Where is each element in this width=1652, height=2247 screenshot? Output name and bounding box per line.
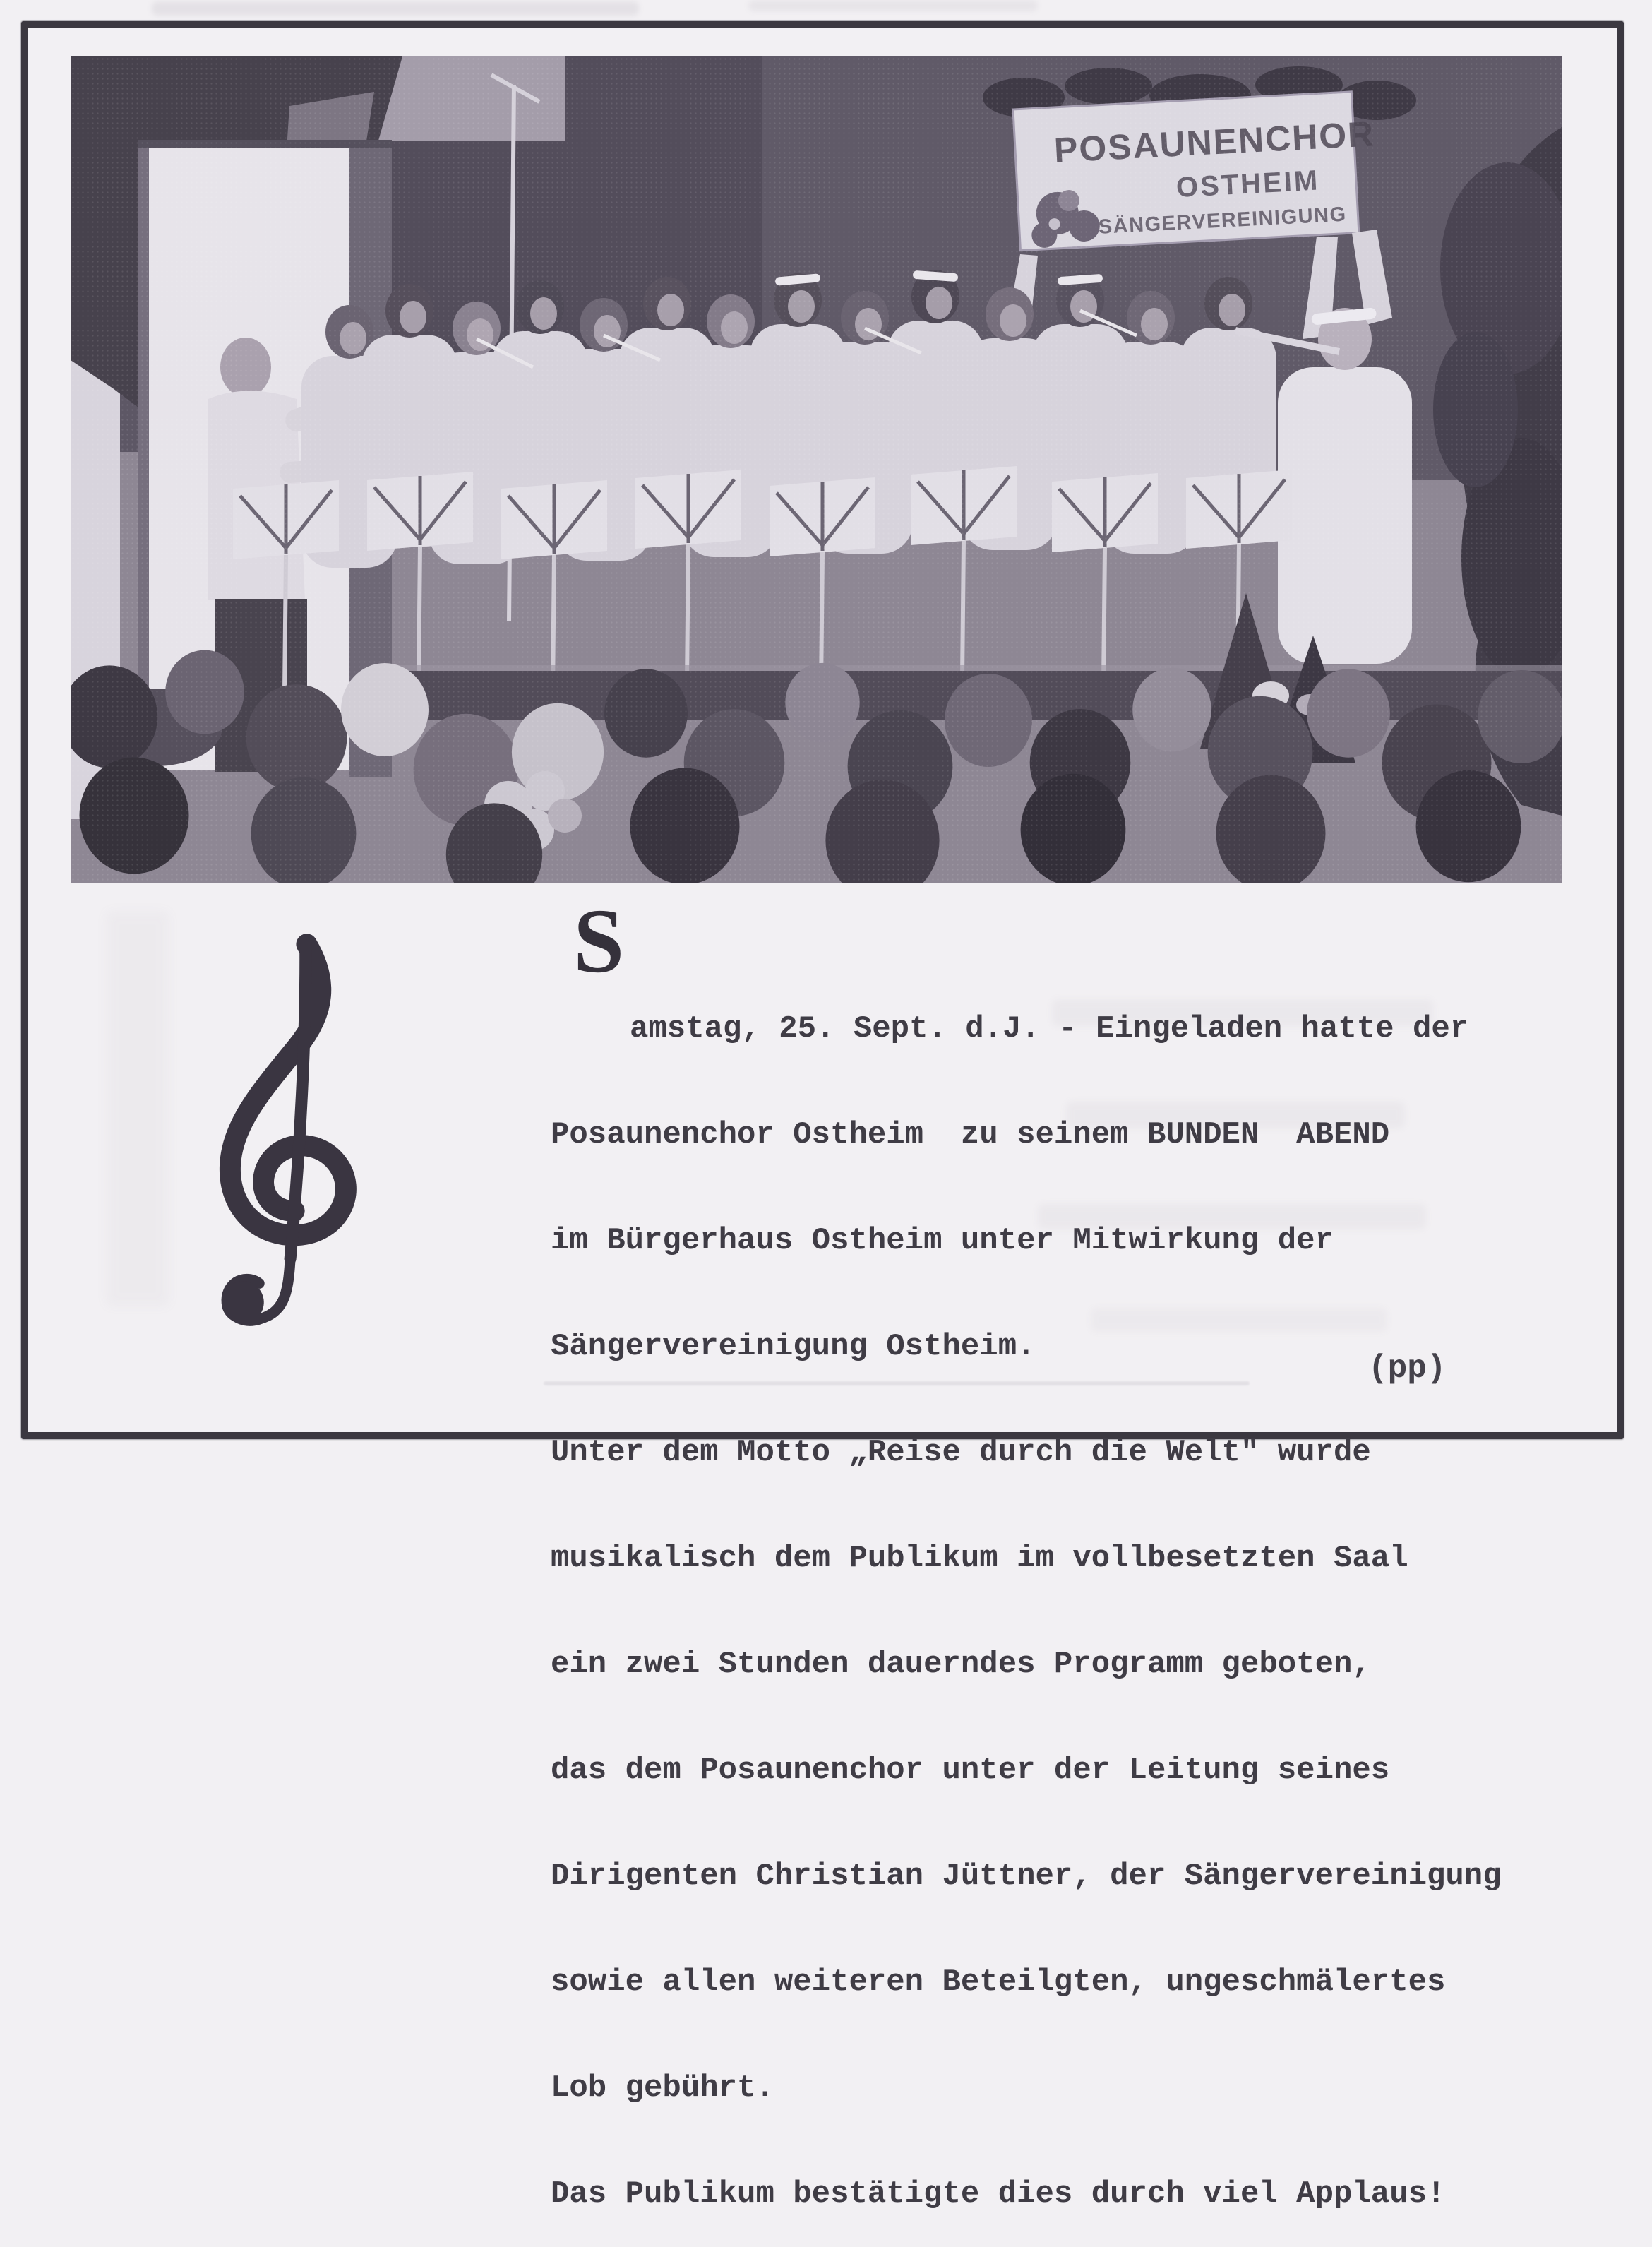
article-line: Lob gebührt. [551, 2070, 774, 2106]
treble-clef-svg [189, 919, 380, 1357]
author-signature: (pp) [1368, 1350, 1447, 1387]
article-line: Unter dem Motto „Reise durch die Welt" wurde [551, 1435, 1371, 1470]
article-line: amstag, 25. Sept. d.J. - Eingeladen hatte der [630, 1011, 1469, 1047]
article-line: im Bürgerhaus Ostheim unter Mitwirkung der [551, 1223, 1334, 1258]
drop-cap: S [573, 890, 625, 992]
article-line: das dem Posaunenchor unter der Leitung seines [551, 1753, 1390, 1788]
concert-photo [71, 56, 1562, 883]
article-line: musikalisch dem Publikum im vollbesetzten Saal [551, 1541, 1408, 1576]
concert-photo-svg [71, 56, 1562, 883]
article-line: Posaunenchor Ostheim zu seinem BUNDEN ABEND [551, 1117, 1390, 1152]
article-line: Das Publikum bestätigte dies durch viel Applaus! [551, 2176, 1446, 2212]
bleed-through-artifact [152, 1, 639, 16]
article-line: Sängervereinigung Ostheim. [551, 1329, 1036, 1364]
article-line: Dirigenten Christian Jüttner, der Sängervereinigung [551, 1859, 1502, 1894]
article-text [551, 941, 1502, 2247]
article-line: ein zwei Stunden dauerndes Programm geboten, [551, 1647, 1371, 1682]
article-line: sowie allen weiteren Beteilgten, ungeschmälertes [551, 1965, 1446, 2000]
halftone-overlay [71, 56, 1562, 883]
bleed-through-artifact [748, 0, 1038, 11]
treble-clef [189, 919, 380, 1364]
